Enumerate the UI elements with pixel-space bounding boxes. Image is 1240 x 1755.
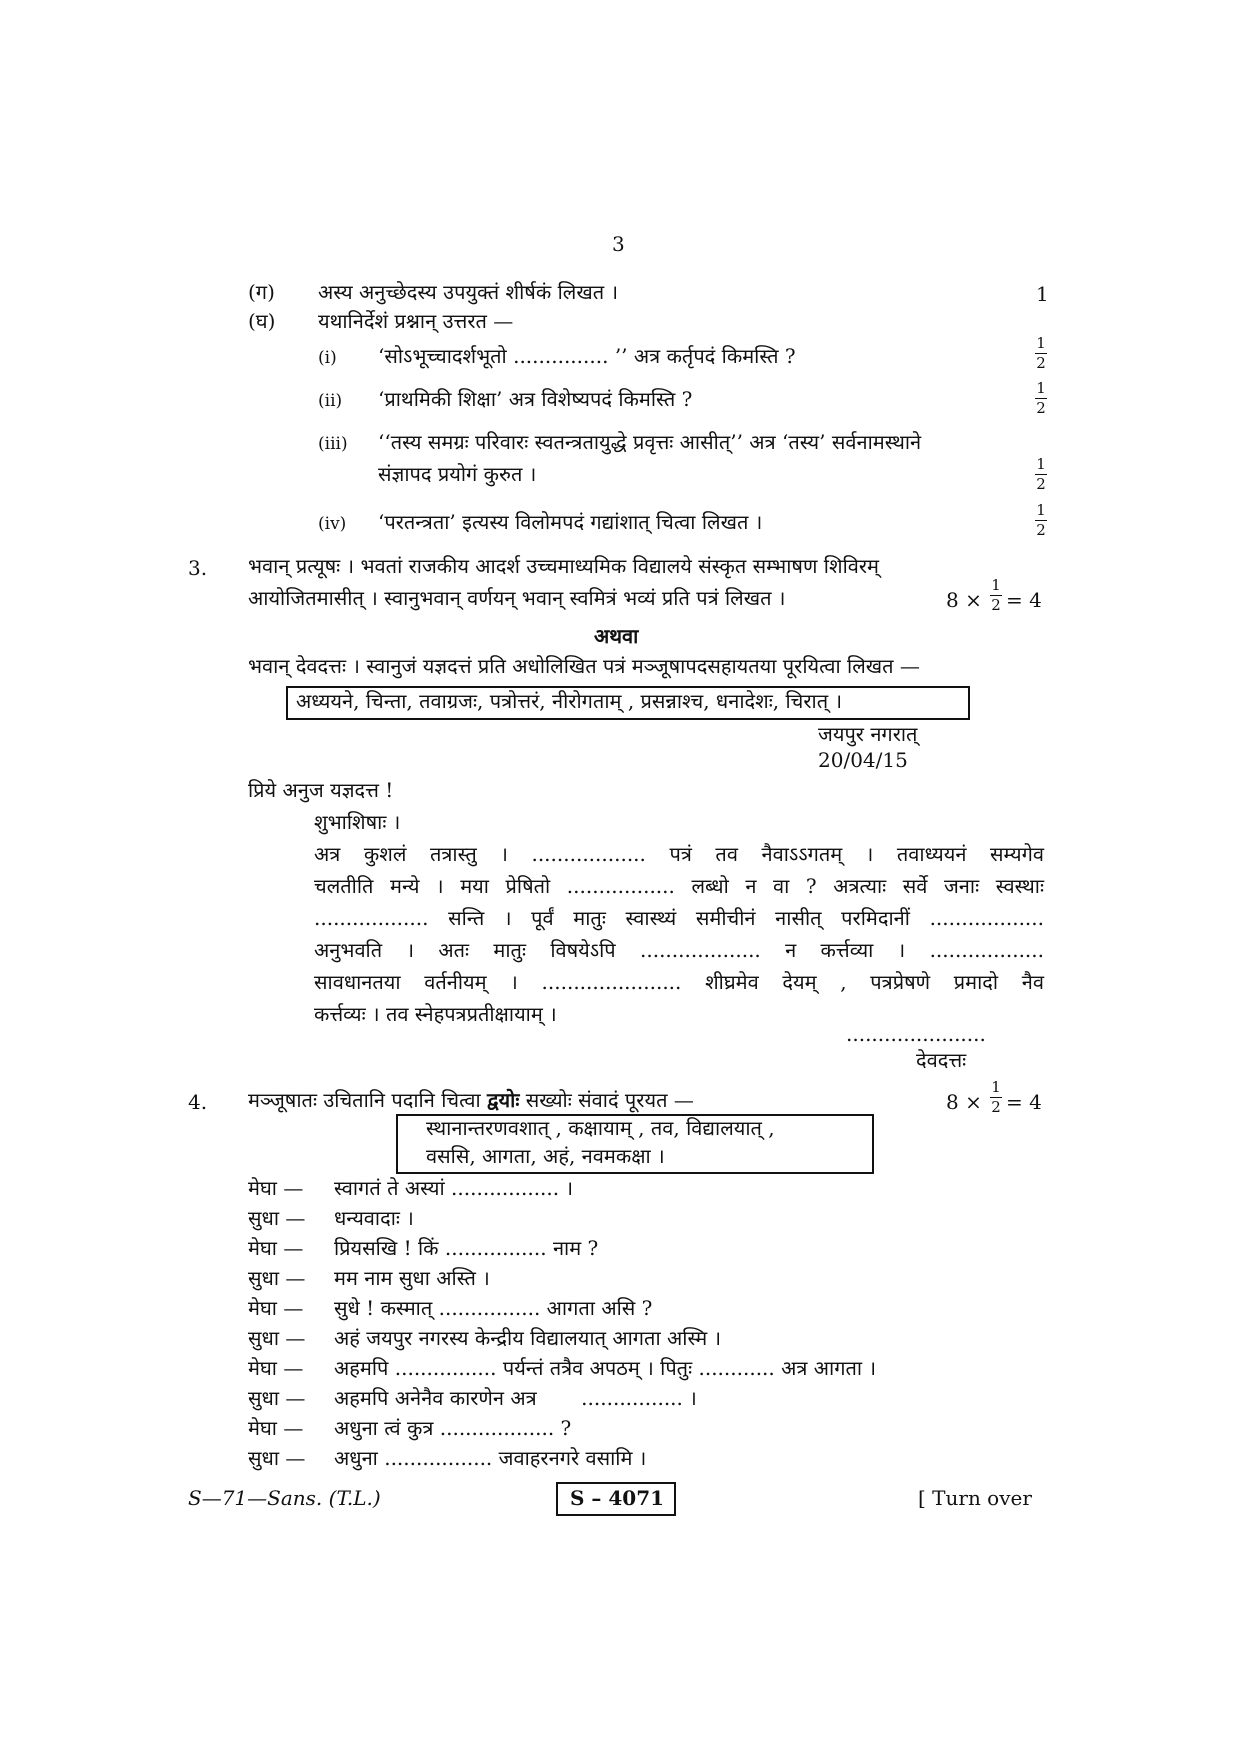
marks-half-iv: 1 2 — [1036, 501, 1046, 539]
dialogue-line: सुधे ! कस्मात् ................ आगता असि ? — [334, 1296, 653, 1320]
q3-marks-post: = 4 — [1006, 588, 1042, 612]
dialogue-line: प्रियसखि ! किं ................ नाम ? — [334, 1236, 599, 1260]
dialogue-speaker: सुधा — — [248, 1446, 306, 1470]
dialogue-line: स्वागतं ते अस्यां ................. । — [334, 1176, 574, 1200]
dialogue-line: मम नाम सुधा अस्ति । — [334, 1266, 490, 1290]
q3-marks-pre: 8 × — [946, 588, 982, 612]
dialogue-line: अधुना त्वं कुत्र .................. ? — [334, 1416, 572, 1440]
q3-line2: आयोजितमासीत् । स्वानुभवान् वर्णयन् भवान् स्वमित्रं भव्यं प्रति पत्रं लिखत । — [248, 586, 786, 610]
footer-paper-code: S—71—Sans. (T.L.) — [188, 1486, 381, 1510]
dialogue-speaker: सुधा — — [248, 1386, 306, 1410]
letter-body-line1: अत्र कुशलं तत्रास्तु । .................. पत्रं तव नैवाऽऽगतम् । तवाध्ययनं सम्यगेव — [314, 842, 1044, 866]
q3-marks-half: 1 2 — [991, 576, 1001, 614]
sub-label-ii: (ii) — [318, 391, 343, 411]
sub-text-iv: ‘परतन्त्रता’ इत्यस्य विलोमपदं गद्यांशात् चित्वा लिखत । — [378, 510, 763, 534]
q4-marks-pre: 8 × — [946, 1090, 982, 1114]
dialogue-speaker: सुधा — — [248, 1326, 306, 1350]
letter-date: 20/04/15 — [818, 748, 908, 772]
footer-code: S – 4071 — [570, 1486, 665, 1510]
marks-half-ii: 1 2 — [1036, 379, 1046, 417]
q4-intro-post: सख्योः संवादं पूरयत — — [525, 1088, 694, 1112]
dialogue-line: अहमपि अनेनैव कारणेन अत्र ................ । — [334, 1386, 697, 1410]
letter-body-line3: .................. सन्ति । पूर्वं मातुः स्वास्थ्यं समीचीनं नासीत् परमिदानीं .................. — [314, 906, 1044, 930]
letter-body-line6: कर्त्तव्यः । तव स्नेहपत्रप्रतीक्षायाम् । — [314, 1002, 557, 1026]
dialogue-speaker: सुधा — — [248, 1266, 306, 1290]
dialogue-speaker: मेघा — — [248, 1176, 304, 1200]
page-number: 3 — [612, 232, 625, 256]
letter-body-line5: सावधानतया वर्तनीयम् । ...................... शीघ्रमेव देयम् , पत्रप्रेषणे प्रमादो नैव — [314, 970, 1044, 994]
q4-word-box-line1: स्थानान्तरणवशात् , कक्षायाम् , तव, विद्यालयात् , — [426, 1116, 775, 1140]
dialogue-speaker: मेघा — — [248, 1356, 304, 1380]
or-heading: अथवा — [594, 624, 639, 648]
sub-text-i: ‘सोऽभूच्चादर्शभूतो ............... ’’ अत्र कर्तृपदं किमस्ति ? — [378, 344, 796, 368]
q4-intro-bold: द्वयोः — [487, 1088, 520, 1112]
sub-text-iii-line1: ‘‘तस्य समग्रः परिवारः स्वतन्त्रतायुद्धे प्रवृत्तः आसीत्’’ अत्र ‘तस्य’ सर्वनामस्थाने — [378, 430, 922, 454]
item-gha-label: (घ) — [248, 309, 276, 333]
q3-word-box-text: अध्ययने, चिन्ता, तवाग्रजः, पत्रोत्तरं, नीरोगताम् , प्रसन्नाश्च, धनादेशः, चिरात् । — [296, 689, 843, 713]
dialogue-speaker: मेघा — — [248, 1416, 304, 1440]
dialogue-speaker: मेघा — — [248, 1236, 304, 1260]
dialogue-line: अहमपि ................ पर्यन्तं तत्रैव अपठम् । पितुः ............ अत्र आगता । — [334, 1356, 877, 1380]
footer-turn-over: [ Turn over — [918, 1486, 1032, 1510]
dialogue-line: अधुना ................. जवाहरनगरे वसामि । — [334, 1446, 647, 1470]
q3-alt-intro: भवान् देवदत्तः । स्वानुजं यज्ञदत्तं प्रति अधोलिखित पत्रं मञ्जूषापदसहायतया पूरयित्वा लिखत — — [248, 654, 920, 678]
item-ga-marks: 1 — [1036, 282, 1049, 306]
q4-marks-post: = 4 — [1006, 1090, 1042, 1114]
letter-blessing: शुभाशिषाः । — [314, 810, 401, 834]
dialogue-speaker: सुधा — — [248, 1206, 306, 1230]
letter-body-line2: चलतीति मन्ये । मया प्रेषितो ................. लब्धो न वा ? अत्रत्याः सर्वे जनाः स्वस्थाः — [314, 874, 1044, 898]
dialogue-line: धन्यवादाः । — [334, 1206, 414, 1230]
letter-body-line4: अनुभवति । अतः मातुः विषयेऽपि ................... न कर्त्तव्या । .................. — [314, 938, 1044, 962]
marks-half-iii: 1 2 — [1036, 455, 1046, 493]
sub-label-i: (i) — [318, 348, 337, 368]
letter-place: जयपुर नगरात् — [818, 722, 918, 746]
dialogue-speaker: मेघा — — [248, 1296, 304, 1320]
marks-half-i: 1 2 — [1036, 334, 1046, 372]
q3-line1: भवान् प्रत्यूषः । भवतां राजकीय आदर्श उच्चमाध्यमिक विद्यालये संस्कृत सम्भाषण शिविरम् — [248, 554, 880, 578]
sub-text-ii: ‘प्राथमिकी शिक्षा’ अत्र विशेष्यपदं किमस्ति ? — [378, 387, 693, 411]
sub-label-iii: (iii) — [318, 434, 348, 454]
letter-signature: देवदत्तः — [916, 1048, 967, 1072]
dialogue-line: अहं जयपुर नगरस्य केन्द्रीय विद्यालयात् आगता अस्मि । — [334, 1326, 722, 1350]
q4-word-box-line2: वससि, आगता, अहं, नवमकक्षा । — [426, 1144, 665, 1168]
item-ga-text: अस्य अनुच्छेदस्य उपयुक्तं शीर्षकं लिखत । — [318, 280, 619, 304]
q4-intro-pre: मञ्जूषातः उचितानि पदानि चित्वा — [248, 1088, 481, 1112]
sub-label-iv: (iv) — [318, 514, 347, 534]
q3-number: 3. — [188, 556, 208, 580]
q4-number: 4. — [188, 1090, 208, 1114]
item-ga-label: (ग) — [248, 280, 275, 304]
letter-sign-dots: ...................... — [846, 1022, 986, 1046]
item-gha-text: यथानिर्देशं प्रश्नान् उत्तरत — — [318, 309, 514, 333]
q4-intro — [248, 1088, 694, 1112]
letter-salutation: प्रिये अनुज यज्ञदत्त ! — [248, 778, 394, 802]
q4-marks-half: 1 2 — [991, 1078, 1001, 1116]
sub-text-iii-line2: संज्ञापद प्रयोगं कुरुत । — [378, 462, 537, 486]
